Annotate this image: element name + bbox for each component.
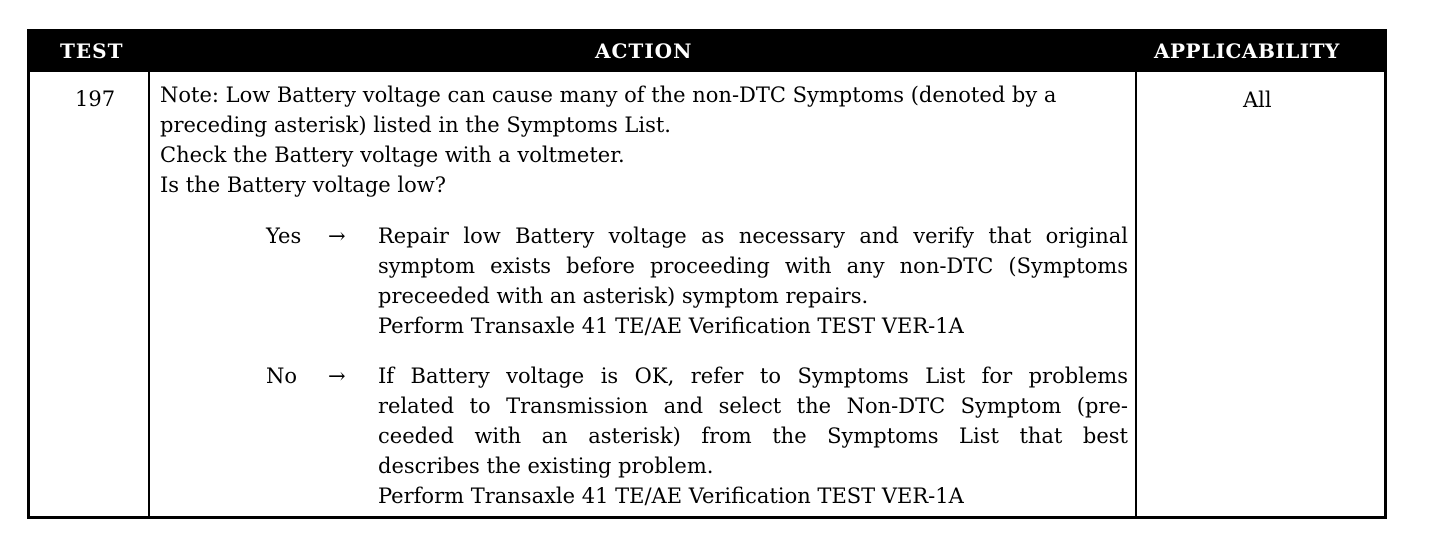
- table-header: [30, 32, 1384, 72]
- applicability-value: All: [1243, 88, 1272, 112]
- right-arrow-icon: →: [328, 224, 346, 248]
- test-number: 197: [75, 87, 116, 111]
- right-arrow-icon: →: [328, 364, 346, 388]
- action-intro-line: Note: Low Battery voltage can cause many of the non-DTC Symptoms (denoted by a: [160, 83, 1057, 107]
- no-label: No: [266, 364, 298, 388]
- yes-line: symptom exists before proceeding with any non-DTC (Symptoms: [378, 254, 1128, 278]
- yes-line: preceeded with an asterisk) symptom repairs.: [378, 284, 869, 308]
- action-intro-line: preceding asterisk) listed in the Symptoms List.: [160, 113, 671, 137]
- no-line: describes the existing problem.: [378, 454, 714, 478]
- column-divider-test: [148, 72, 150, 516]
- action-intro-line: Is the Battery voltage low?: [160, 173, 446, 197]
- action-intro-line: Check the Battery voltage with a voltmeter.: [160, 143, 625, 167]
- column-divider-applicability: [1135, 72, 1137, 516]
- diagnostic-table: [27, 29, 1387, 519]
- no-instructions: [378, 361, 1128, 511]
- header-action: ACTION: [595, 39, 693, 63]
- no-line: ceeded with an asterisk) from the Symptoms List that best: [378, 424, 1128, 448]
- yes-line: Repair low Battery voltage as necessary and verify that original: [378, 224, 1128, 248]
- action-intro: [160, 80, 1056, 200]
- no-line: Perform Transaxle 41 TE/AE Verification TEST VER-1A: [378, 484, 964, 508]
- yes-line: Perform Transaxle 41 TE/AE Verification TEST VER-1A: [378, 314, 964, 338]
- no-line: If Battery voltage is OK, refer to Symptoms List for problems: [378, 364, 1128, 388]
- no-line: related to Transmission and select the Non-DTC Symptom (pre-: [378, 394, 1128, 418]
- yes-label: Yes: [266, 224, 302, 248]
- yes-instructions: [378, 221, 1128, 341]
- header-test: TEST: [60, 39, 124, 63]
- header-applicability: APPLICABILITY: [1154, 39, 1340, 63]
